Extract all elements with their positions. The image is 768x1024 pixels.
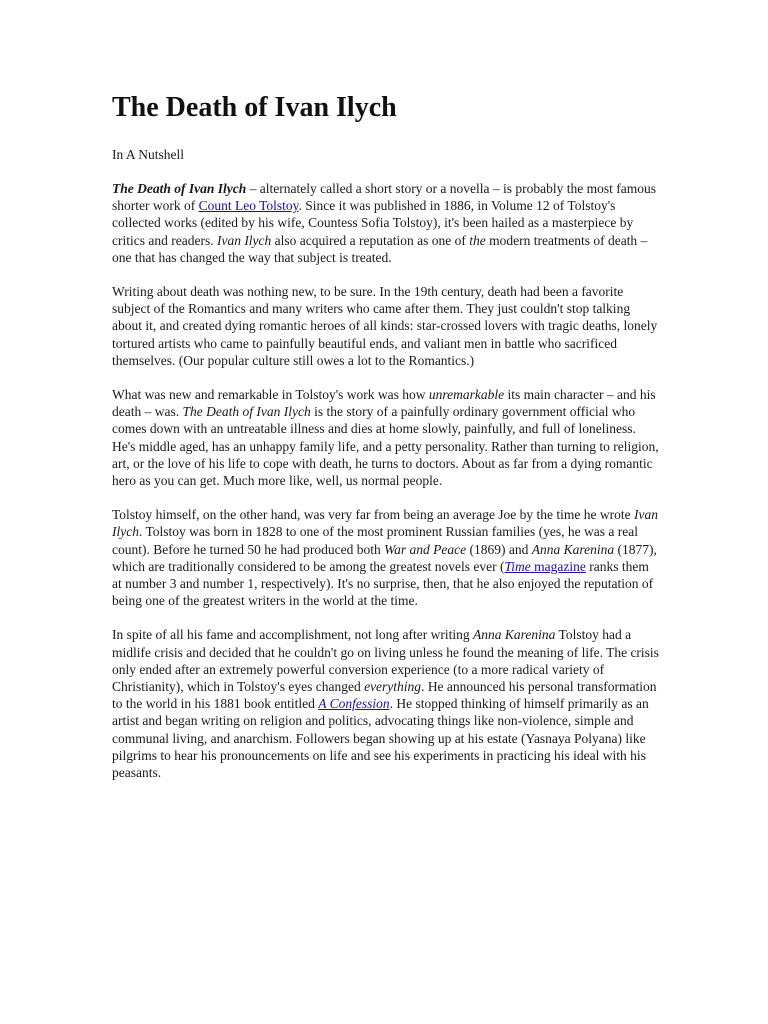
- text-run: its main character – and his death – was.: [112, 387, 656, 420]
- text-run: . He announced his personal transformation to the world in his 1881 book entitled: [112, 679, 657, 712]
- document-page: [112, 90, 660, 798]
- text-run: In spite of all his fame and accomplishment, not long after writing: [112, 627, 474, 643]
- paragraph-midlife-crisis: [112, 626, 660, 781]
- text-run: magazine: [530, 558, 586, 574]
- emphasis: Ivan Ilych: [216, 232, 272, 248]
- emphasis: Anna Karenina: [473, 627, 556, 643]
- text-run: Tolstoy had a midlife crisis and decided that he couldn't go on living unless he found the meaning of life. The crisis only ended after an extremely powerful conversion experience (to a more radical variety of Christianity), which in Tolstoy's eyes changed: [112, 627, 659, 695]
- emphasis: The Death of Ivan Ilych: [182, 404, 311, 420]
- section-subtitle: In A Nutshell: [112, 147, 185, 162]
- page-title: The Death of Ivan Ilych: [112, 92, 397, 123]
- text-run: (1869) and: [466, 541, 532, 557]
- emphasis: A Confession: [318, 696, 390, 712]
- emphasis: War and Peace: [384, 541, 467, 557]
- paragraph-tolstoy-bio: [112, 506, 660, 609]
- text-run: . Tolstoy was born in 1828 to one of the most prominent Russian families (yes, he was a real count). Before he turned 50 he had produced both: [112, 524, 638, 557]
- text-run: – alternately called a short story or a novella – is probably the most famous shorter work of: [112, 181, 657, 214]
- link-a-confession[interactable]: [318, 696, 389, 711]
- paragraph-intro: [112, 180, 660, 266]
- book-title: The Death of Ivan Ilych: [112, 181, 247, 196]
- emphasis: Anna Karenina: [531, 541, 615, 557]
- paragraph-romantics: [112, 283, 660, 369]
- text-run: . He stopped thinking of himself primarily as an artist and began writing on religion and politics, advocating things like non-violence, simple and communal living, and anarchism. Followers began showing up at his estate (Yasnaya Polyana) like pilgrims to hear his pronouncements on life and see his experiments in practicing his ideal with his peasants.: [112, 696, 649, 781]
- text-run: Writing about death was nothing new, to be sure. In the 19th century, death had been a favorite subject of the Romantics and many writers who came after them. They just couldn't stop talking about it, and created dying romantic heroes of all kinds: star-crossed lovers with tragic deaths, lonely tortured artists who came to painfully beautiful ends, and valiant men in battle who sacrificed themselves. (Our popular culture still owes a lot to the Romantics.): [112, 284, 658, 368]
- emphasis: the: [469, 232, 486, 248]
- text-run: modern treatments of death – one that has changed the way that subject is treated.: [112, 232, 648, 265]
- emphasis: unremarkable: [428, 387, 505, 403]
- text-run: . Since it was published in 1886, in Volume 12 of Tolstoy's collected works (edited by his wife, Countess Sofia Tolstoy), it's been hailed as a masterpiece by critics and readers.: [112, 198, 634, 248]
- text-run: ranks them at number 3 and number 1, respectively). It's no surprise, then, that he also enjoyed the reputation of being one of the greatest writers in the world at the time.: [112, 558, 654, 609]
- emphasis: Ivan Ilych: [112, 507, 659, 540]
- link-time-magazine[interactable]: [504, 559, 585, 574]
- text-run: (1877), which are traditionally considered to be among the greatest novels ever (: [112, 541, 657, 574]
- text-run: What was new and remarkable in Tolstoy's work was how: [112, 387, 429, 403]
- text-run: Tolstoy himself, on the other hand, was very far from being an average Joe by the time he wrote: [112, 507, 635, 523]
- text-run: is the story of a painfully ordinary government official who comes down with an untreatable illness and dies at home slowly, painfully, and full of loneliness. He's middle aged, has an unhappy family life, and a petty personality. Rather than turning to religion, art, or the love of his life to cope with death, he turns to doctors. About as far from a dying romantic hero as you can get. Much more like, well, us normal people.: [112, 404, 659, 489]
- text-run: also acquired a reputation as one of: [271, 232, 470, 248]
- emphasis: everything: [364, 679, 422, 695]
- emphasis: Time: [504, 558, 531, 574]
- paragraph-unremarkable: [112, 386, 660, 489]
- link-count-leo-tolstoy[interactable]: Count Leo Tolstoy: [198, 198, 299, 214]
